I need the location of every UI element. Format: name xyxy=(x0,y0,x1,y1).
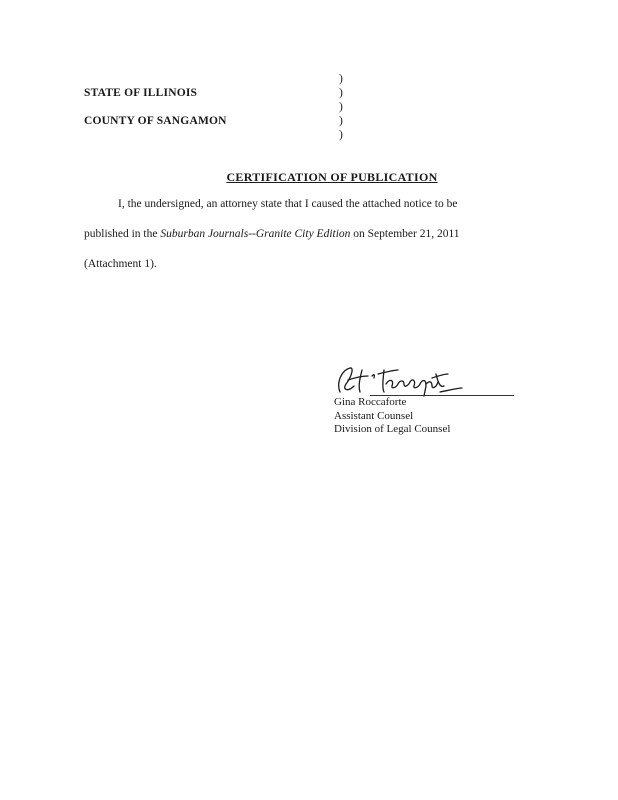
signatory-name: Gina Roccaforte xyxy=(334,396,407,408)
signature-block xyxy=(334,396,450,437)
body-line-3: (Attachment 1). xyxy=(84,258,157,270)
case-caption xyxy=(84,72,354,142)
county-label: COUNTY OF SANGAMON xyxy=(84,115,227,127)
state-label: STATE OF ILLINOIS xyxy=(84,87,198,99)
signatory-division: Division of Legal Counsel xyxy=(334,423,451,435)
caption-row-county xyxy=(84,114,354,128)
body-line-2-suffix: on September 21, 2011 xyxy=(350,228,460,240)
body-line-2 xyxy=(84,228,484,240)
caption-paren: ) xyxy=(339,87,343,99)
signatory-title: Assistant Counsel xyxy=(334,409,414,422)
caption-paren: ) xyxy=(339,73,343,85)
document-title: CERTIFICATION OF PUBLICATION xyxy=(226,170,438,184)
publication-name: Suburban Journals--Granite City Edition xyxy=(160,228,351,240)
document-title-row xyxy=(0,170,618,185)
caption-paren: ) xyxy=(339,115,343,127)
caption-paren: ) xyxy=(339,129,343,141)
caption-row xyxy=(84,128,354,142)
caption-row-state xyxy=(84,86,354,100)
caption-paren: ) xyxy=(339,101,343,113)
body-line-2-prefix: published in the xyxy=(84,228,161,240)
handwritten-signature xyxy=(328,362,518,398)
caption-row xyxy=(84,100,354,114)
body-line-1: I, the undersigned, an attorney state that I caused the attached notice to be xyxy=(118,198,458,210)
caption-row xyxy=(84,72,354,86)
